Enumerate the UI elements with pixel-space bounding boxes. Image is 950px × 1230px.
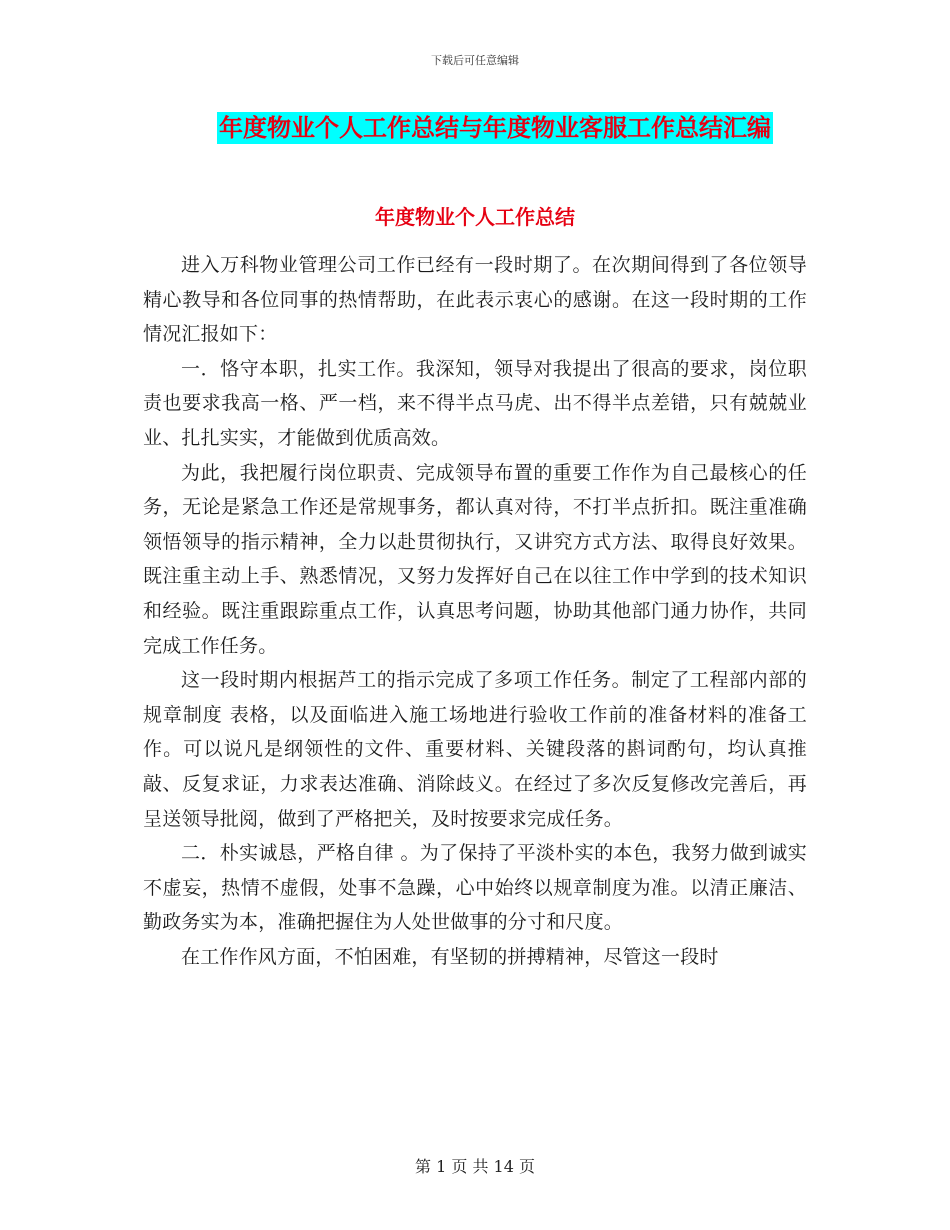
main-title-container	[0, 112, 950, 144]
main-title: 年度物业个人工作总结与年度物业客服工作总结汇编	[219, 114, 771, 142]
header-note: 下载后可任意编辑	[431, 54, 519, 67]
paragraph: 为此，我把履行岗位职责、完成领导布置的重要工作作为自己最核心的任务，无论是紧急工作还是常规事务，都认真对待，不打半点折扣。既注重准确领悟领导的指示精神，全力以赴贯彻执行，又讲究方式方法、取得良好效果。既注重主动上手、熟悉情况，又努力发挥好自己在以往工作中学到的技术知识和经验。既注重跟踪重点工作，认真思考问题，协助其他部门通力协作，共同完成工作任务。	[143, 461, 807, 657]
page-footer: 第 1 页 共 14 页	[415, 1157, 535, 1176]
paragraph: 这一段时期内根据芦工的指示完成了多项工作任务。制定了工程部内部的规章制度 表格，以及面临进入施工场地进行验收工作前的准备材料的准备工作。可以说凡是纲领性的文件、重要材料、关键段落的斟词酌句，均认真推敲、反复求证，力求表达准确、消除歧义。在经过了多次反复修改完善后，再呈送领导批阅，做到了严格把关，及时按要求完成任务。	[143, 669, 807, 830]
paragraph: 进入万科物业管理公司工作已经有一段时期了。在次期间得到了各位领导精心教导和各位同事的热情帮助，在此表示衷心的感谢。在这一段时期的工作情况汇报如下：	[143, 254, 807, 346]
paragraph: 在工作作风方面，不怕困难，有坚韧的拼搏精神，尽管这一段时	[181, 945, 719, 968]
paragraph: 二．朴实诚恳，严格自律 。为了保持了平淡朴实的本色，我努力做到诚实不虚妄，热情不虚假，处事不急躁，心中始终以规章制度为准。以清正廉洁、勤政务实为本，准确把握住为人处世做事的分寸和尺度。	[143, 842, 807, 934]
document-body	[143, 248, 807, 974]
paragraph: 一．恪守本职，扎实工作。我深知，领导对我提出了很高的要求，岗位职责也要求我高一格、严一档，来不得半点马虎、出不得半点差错，只有兢兢业业、扎扎实实，才能做到优质高效。	[143, 357, 807, 449]
section-title: 年度物业个人工作总结	[375, 205, 575, 229]
